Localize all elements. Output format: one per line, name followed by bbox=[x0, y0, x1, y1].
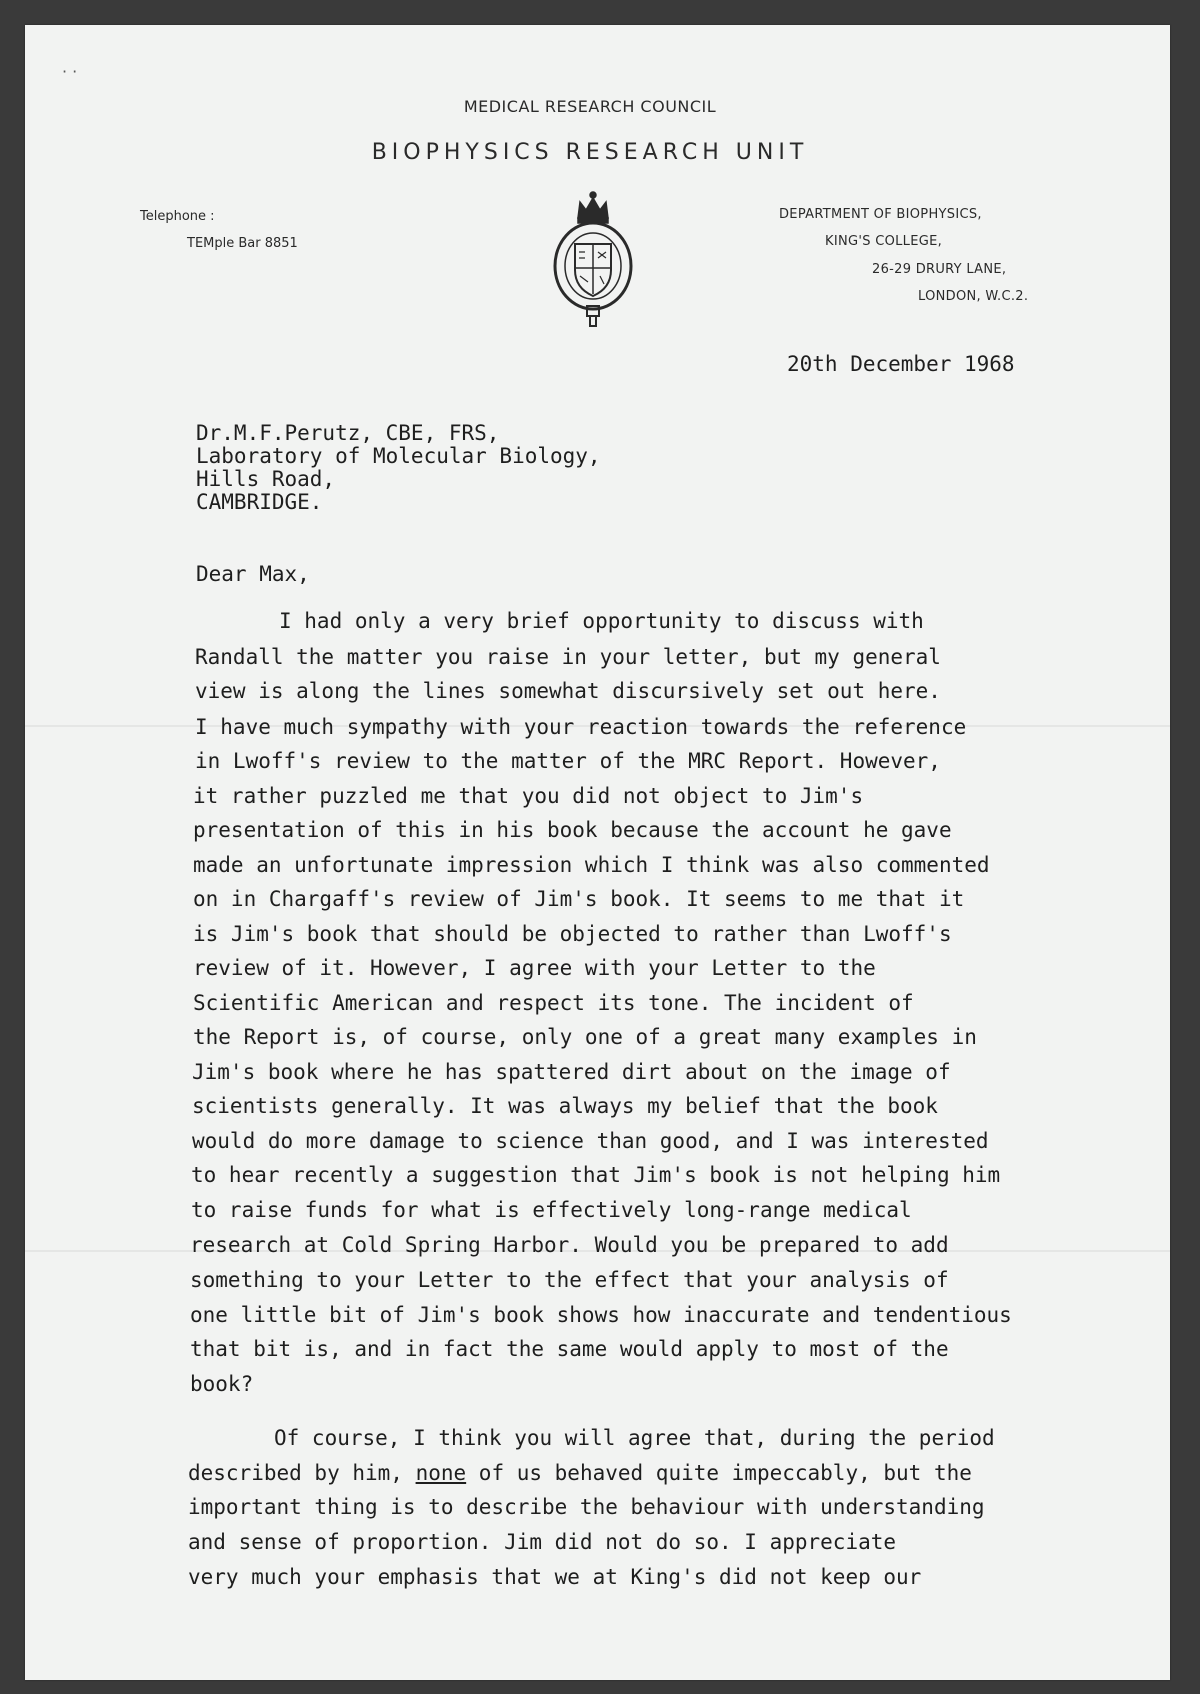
body-line: and sense of proportion. Jim did not do so. I appreciate bbox=[188, 1530, 897, 1554]
body-line: on in Chargaff's review of Jim's book. It seems to me that it bbox=[193, 887, 965, 911]
body-line: something to your Letter to the effect that your analysis of bbox=[190, 1268, 949, 1292]
underlined-emphasis: none bbox=[415, 1461, 467, 1485]
recipient-line: CAMBRIDGE. bbox=[196, 490, 323, 514]
body-line: to raise funds for what is effectively long-range medical bbox=[191, 1198, 912, 1222]
body-line: made an unfortunate impression which I think was also commented bbox=[193, 853, 990, 877]
letterhead-unit: BIOPHYSICS RESEARCH UNIT bbox=[371, 140, 809, 165]
address-line: 26-29 DRURY LANE, bbox=[872, 262, 1007, 277]
body-line: research at Cold Spring Harbor. Would you be prepared to add bbox=[190, 1233, 949, 1257]
body-line: scientists generally. It was always my belief that the book bbox=[192, 1094, 938, 1118]
body-line: that bit is, and in fact the same would apply to most of the bbox=[190, 1337, 949, 1361]
recipient-line: Dr.M.F.Perutz, CBE, FRS, bbox=[196, 421, 500, 445]
body-line: it rather puzzled me that you did not object to Jim's bbox=[193, 784, 864, 808]
recipient-line: Hills Road, bbox=[196, 467, 336, 491]
letter-date: 20th December 1968 bbox=[787, 352, 1015, 376]
body-line bbox=[188, 1461, 972, 1485]
body-line: is Jim's book that should be objected to rather than Lwoff's bbox=[193, 922, 952, 946]
telephone-label: Telephone : bbox=[140, 209, 215, 224]
body-line: view is along the lines somewhat discursively set out here. bbox=[195, 679, 941, 703]
stray-marks: · · bbox=[62, 62, 78, 81]
body-line: Randall the matter you raise in your letter, but my general bbox=[195, 645, 941, 669]
recipient-line: Laboratory of Molecular Biology, bbox=[196, 444, 601, 468]
salutation: Dear Max, bbox=[196, 562, 310, 586]
body-line: the Report is, of course, only one of a great many examples in bbox=[193, 1025, 977, 1049]
body-line: one little bit of Jim's book shows how inaccurate and tendentious bbox=[190, 1303, 1012, 1327]
body-line: book? bbox=[190, 1372, 254, 1396]
body-line: I have much sympathy with your reaction towards the reference bbox=[195, 715, 967, 739]
body-line: I had only a very brief opportunity to discuss with bbox=[279, 609, 924, 633]
body-line: in Lwoff's review to the matter of the MRC Report. However, bbox=[195, 749, 941, 773]
body-line: important thing is to describe the behaviour with understanding bbox=[188, 1495, 985, 1519]
royal-coat-of-arms-icon bbox=[548, 188, 638, 328]
address-line: KING'S COLLEGE, bbox=[825, 234, 943, 249]
body-line: very much your emphasis that we at King's did not keep our bbox=[188, 1565, 922, 1589]
telephone-number: TEMple Bar 8851 bbox=[187, 236, 298, 251]
body-text: of us behaved quite impeccably, but the bbox=[466, 1461, 972, 1485]
body-line: Scientific American and respect its tone. The incident of bbox=[193, 991, 914, 1015]
letterhead-organization: MEDICAL RESEARCH COUNCIL bbox=[463, 97, 717, 116]
address-line: LONDON, W.C.2. bbox=[918, 289, 1029, 304]
body-line: to hear recently a suggestion that Jim's book is not helping him bbox=[191, 1163, 1001, 1187]
body-line: Of course, I think you will agree that, during the period bbox=[274, 1426, 995, 1450]
body-text: described by him, bbox=[188, 1461, 416, 1485]
recipient-address bbox=[196, 422, 601, 514]
body-line: Jim's book where he has spattered dirt about on the image of bbox=[192, 1060, 951, 1084]
body-line: presentation of this in his book because the account he gave bbox=[193, 818, 952, 842]
body-line: review of it. However, I agree with your Letter to the bbox=[193, 956, 876, 980]
body-line: would do more damage to science than good, and I was interested bbox=[192, 1129, 989, 1153]
address-line: DEPARTMENT OF BIOPHYSICS, bbox=[779, 207, 982, 222]
